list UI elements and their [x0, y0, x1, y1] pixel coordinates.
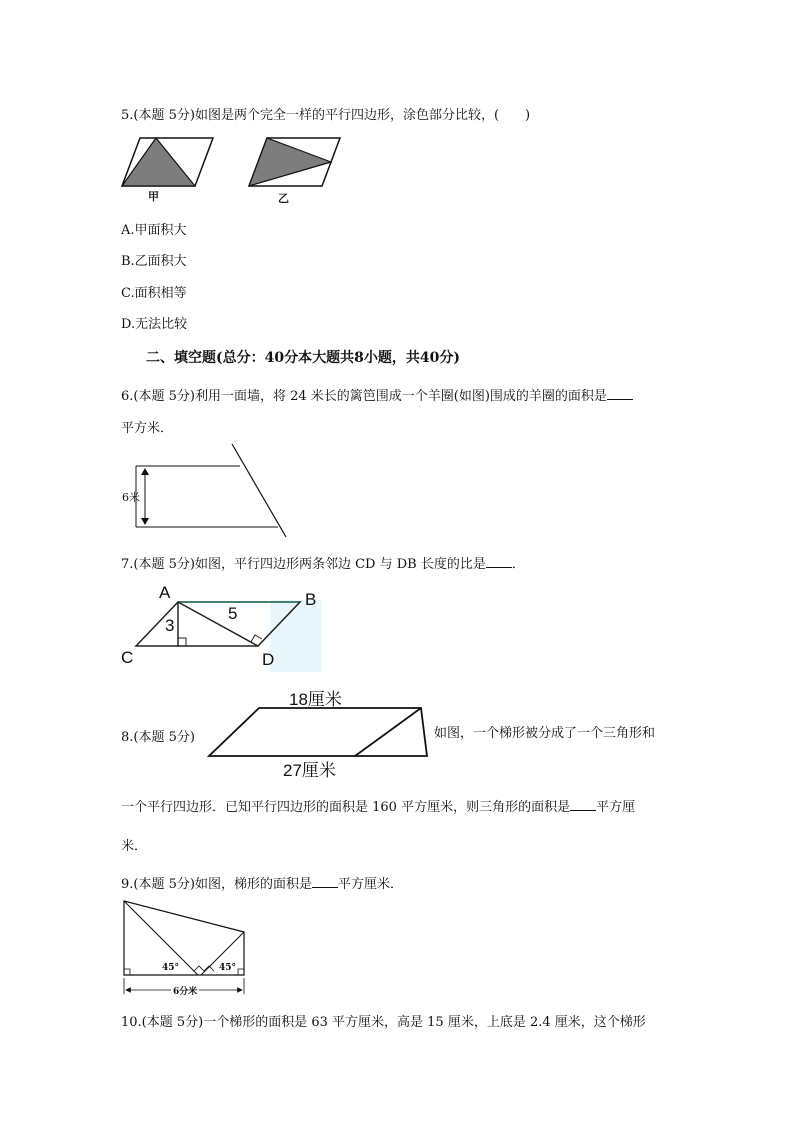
q8-suffix: 如图，一个梯形被分成了一个三角形和 — [434, 726, 656, 741]
q7-label-b: B — [305, 590, 317, 609]
q6-height-label: 6米 — [122, 491, 140, 504]
section-title: 二、填空题(总分：40分本大题共8小题，共40分) — [146, 350, 460, 366]
q8-bottom-label: 27厘米 — [283, 761, 336, 780]
shaded-triangle — [122, 138, 195, 186]
q9-angle-label-2: 45° — [219, 963, 237, 973]
diagonal-ad — [178, 602, 258, 646]
q5-figure-jia — [120, 136, 216, 188]
q6-text-line2: 平方米． — [121, 421, 174, 436]
q8-figure — [207, 705, 431, 759]
q7-label-diagonal: 5 — [228, 604, 238, 623]
dividing-line — [355, 708, 421, 756]
right-angle-center-a — [194, 966, 204, 971]
q7-figure — [120, 582, 330, 674]
q5-label-jia: 甲 — [148, 190, 159, 203]
q5-option-b: B.乙面积大 — [121, 254, 187, 269]
slant-left — [124, 901, 198, 975]
q5-option-a: A.甲面积大 — [121, 223, 187, 238]
q9-base-label: 6分米 — [171, 984, 199, 997]
q6-figure — [120, 444, 290, 538]
scan-shade — [270, 600, 322, 672]
answer-blank — [312, 875, 338, 888]
q7-label-c: C — [121, 648, 134, 667]
height-right-angle — [178, 638, 186, 646]
q7-label-d: D — [262, 650, 275, 669]
answer-blank — [570, 798, 596, 811]
shaded-triangle — [249, 138, 331, 186]
q5-label-yi: 乙 — [278, 192, 289, 205]
q5-option-c: C.面积相等 — [121, 286, 187, 301]
q5-text: 5.(本题 5分)如图是两个完全一样的平行四边形，涂色部分比较，( ) — [121, 108, 531, 123]
q8-top-label: 18厘米 — [289, 690, 342, 709]
right-angle-left — [124, 969, 130, 975]
q6-text-line1: 6.(本题 5分)利用一面墙，将 24 米长的篱笆围成一个羊圈(如图)围成的羊圈的面积是 — [121, 385, 633, 404]
q7-label-a: A — [159, 583, 171, 602]
wall-line — [232, 444, 286, 537]
q8-text-line2: 一个平行四边形．已知平行四边形的面积是 160 平方厘米，则三角形的面积是 平方厘 — [121, 800, 636, 815]
answer-blank — [607, 387, 633, 400]
perp-right-angle — [251, 635, 262, 642]
q7-label-height: 3 — [165, 616, 175, 635]
right-angle-right — [238, 969, 244, 975]
q9-figure — [120, 898, 250, 998]
answer-blank — [486, 555, 512, 568]
q8-text-line3: 米． — [121, 839, 148, 854]
q8-prefix: 8.(本题 5分) — [121, 730, 195, 745]
q10-text: 10.(本题 5分)一个梯形的面积是 63 平方厘米，高是 15 厘米，上底是 2.4 厘米，这个梯形 — [121, 1015, 646, 1030]
q7-text: 7.(本题 5分)如图，平行四边形两条邻边 CD 与 DB 长度的比是 ． — [121, 557, 525, 572]
q5-option-d: D.无法比较 — [121, 317, 188, 332]
q5-figure-yi — [247, 136, 343, 188]
q9-angle-label-1: 45° — [162, 963, 180, 973]
q9-text: 9.(本题 5分)如图，梯形的面积是 平方厘米． — [121, 877, 403, 892]
trapezoid — [209, 708, 427, 756]
